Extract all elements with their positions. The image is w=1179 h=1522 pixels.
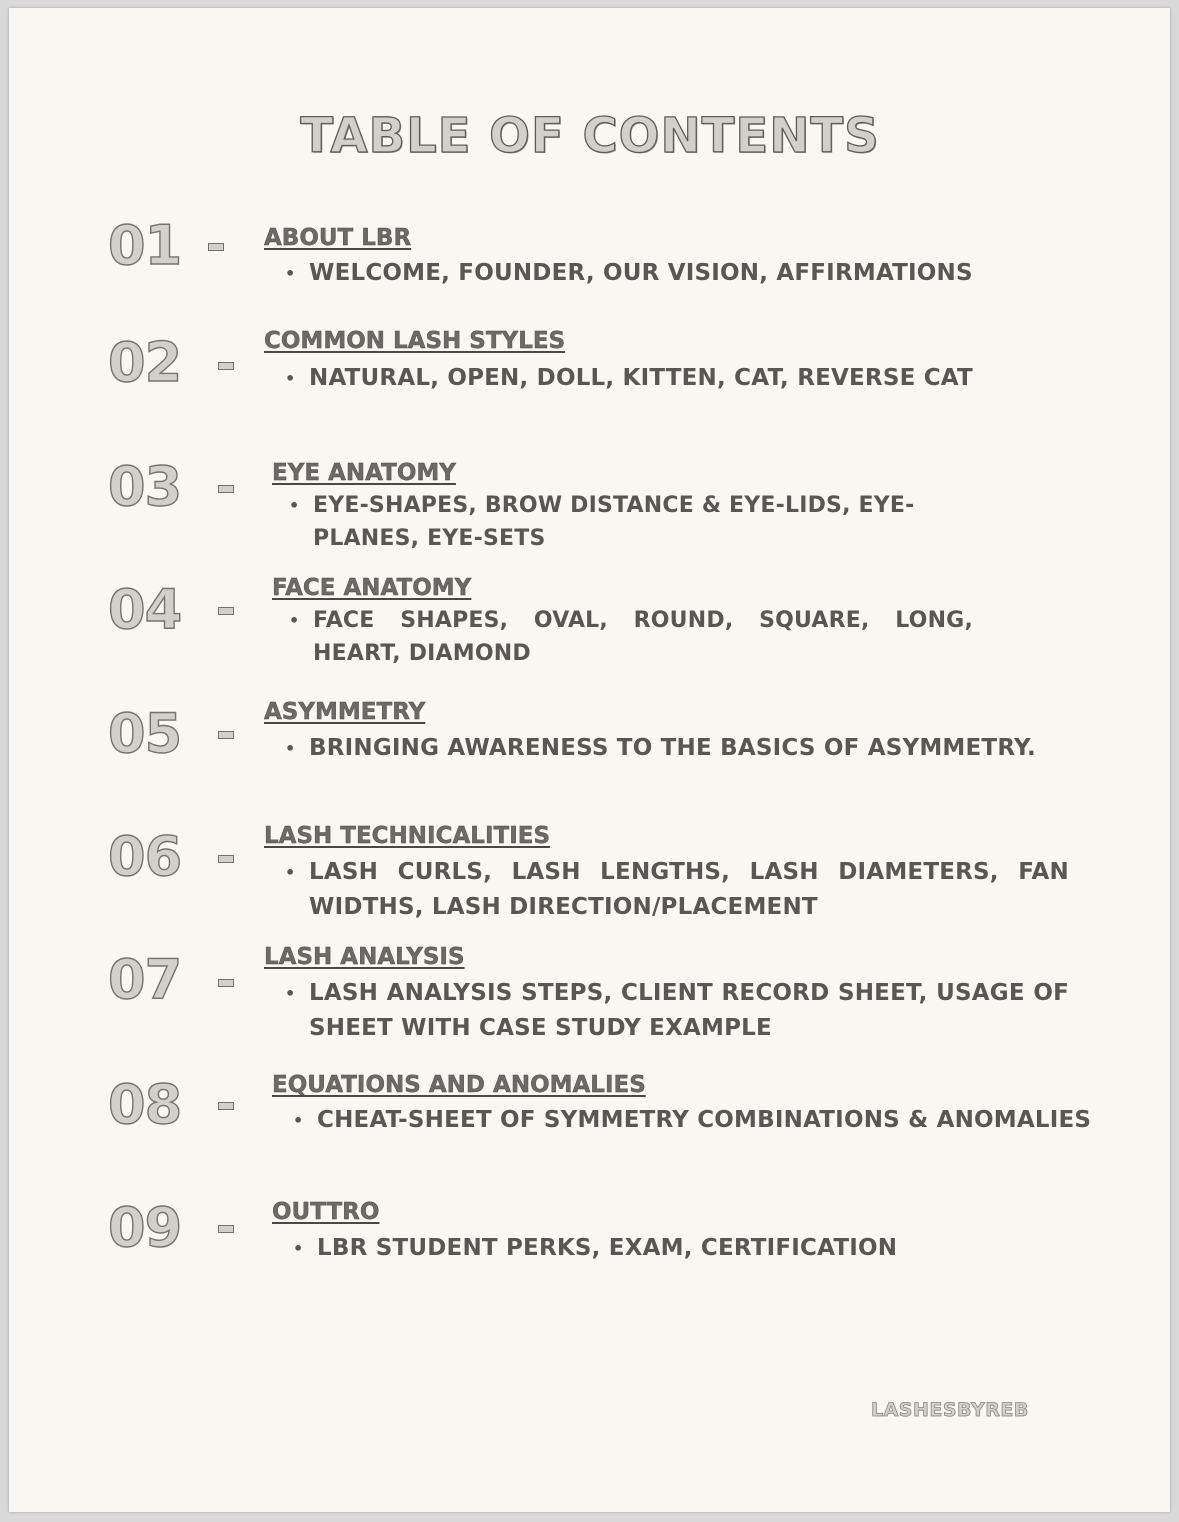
section-items: • FACE SHAPES, OVAL, ROUND, SQUARE, LONG, HEART, DIAMOND — [313, 604, 973, 670]
section-items: • LASH ANALYSIS STEPS, CLIENT RECORD SHEET, USAGE OF SHEET WITH CASE STUDY EXAMPLE — [309, 976, 1069, 1046]
dash-divider — [218, 607, 234, 615]
section-number: 05 — [108, 702, 182, 765]
dash-divider — [218, 485, 234, 493]
section-items: • BRINGING AWARENESS TO THE BASICS OF ASYMMETRY. — [309, 731, 1085, 766]
section-title: COMMON LASH STYLES — [264, 328, 566, 354]
section-number: 04 — [108, 578, 182, 641]
dash-divider — [218, 855, 234, 863]
dash-divider — [218, 1102, 234, 1110]
section-items: • LASH CURLS, LASH LENGTHS, LASH DIAMETERS, FAN WIDTHS, LASH DIRECTION/PLACEMENT — [309, 855, 1069, 925]
section-title: LASH ANALYSIS — [264, 944, 465, 970]
section-number: 03 — [108, 455, 182, 518]
section-title: EQUATIONS AND ANOMALIES — [272, 1072, 646, 1098]
section-number: 09 — [108, 1196, 182, 1259]
section-title: FACE ANATOMY — [272, 575, 472, 601]
section-items: • CHEAT-SHEET OF SYMMETRY COMBINATIONS & ANOMALIES — [317, 1103, 1093, 1138]
section-items: • WELCOME, FOUNDER, OUR VISION, AFFIRMATIONS — [309, 256, 1069, 291]
section-title: LASH TECHNICALITIES — [264, 823, 551, 849]
section-number: 02 — [108, 331, 182, 394]
section-number: 01 — [108, 214, 182, 277]
dash-divider — [218, 979, 234, 987]
section-number: 06 — [108, 825, 182, 888]
section-items: • LBR STUDENT PERKS, EXAM, CERTIFICATION — [317, 1231, 1093, 1266]
dash-divider — [218, 362, 234, 370]
section-number: 08 — [108, 1073, 182, 1136]
section-title: ABOUT LBR — [264, 225, 412, 251]
dash-divider — [218, 731, 234, 739]
dash-divider — [218, 1225, 234, 1233]
section-title: OUTTRO — [272, 1199, 380, 1225]
dash-divider — [208, 243, 224, 251]
section-items: • EYE-SHAPES, BROW DISTANCE & EYE-LIDS, EYE-PLANES, EYE-SETS — [313, 489, 993, 555]
page-title: TABLE OF CONTENTS — [300, 108, 880, 164]
section-items: • NATURAL, OPEN, DOLL, KITTEN, CAT, REVERSE CAT — [309, 361, 1069, 396]
section-number: 07 — [108, 948, 182, 1011]
section-title: EYE ANATOMY — [272, 460, 456, 486]
section-title: ASYMMETRY — [264, 699, 426, 725]
brand-footer: LASHESBYREB — [871, 1399, 1029, 1421]
